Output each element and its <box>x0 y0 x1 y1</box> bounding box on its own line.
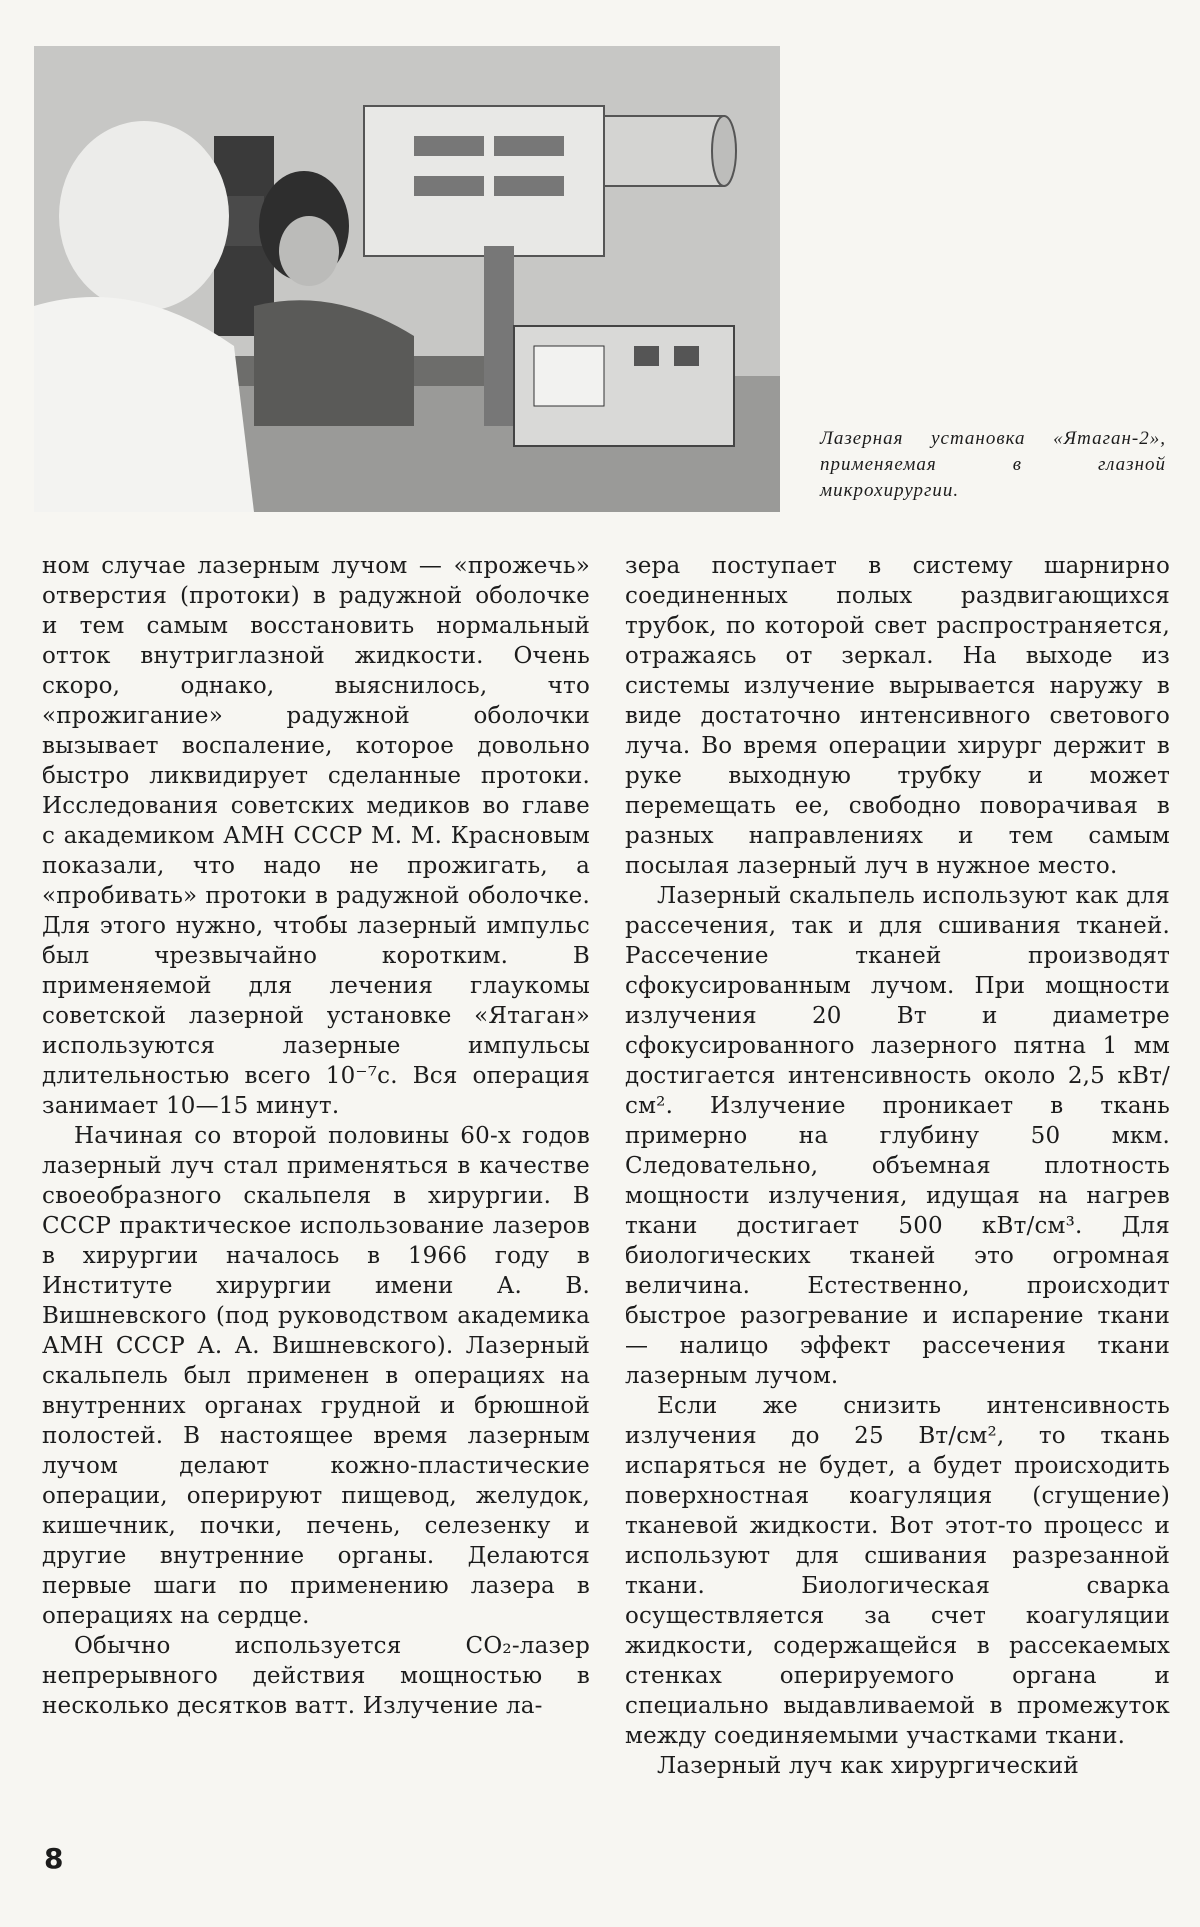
laser-setup-photo <box>34 46 780 512</box>
figure-caption: Лазерная установка «Ятаган-2», применяемая в глазной микрохирургии. <box>820 428 1166 501</box>
paragraph: ном случае лазерным лучом — «прожечь» отверстия (протоки) в радужной оболочке и тем самым восстановить нормальный отток внутриглазной жидкости. Очень скоро, однако, выяснилось, что «прожигание» радужной оболочки вызывает воспаление, которое довольно быстро ликвидирует сделанные протоки. Исследования советских медиков во главе с академиком АМН СССР М. М. Красновым показали, что надо не прожигать, а «пробивать» протоки в радужной оболочке. Для этого нужно, чтобы лазерный импульс был чрезвычайно коротким. В применяемой для лечения глаукомы советской лазерной установке «Ятаган» используются лазерные импульсы длительностью всего 10⁻⁷с. Вся операция занимает 10—15 минут. <box>42 553 590 1119</box>
paragraph: Лазерный скальпель используют как для рассечения, так и для сшивания тканей. Рассечение тканей производят сфокусированным лучом. При мощности излучения 20 Вт и диаметре сфокусированного лазерного пятна 1 мм достигается интенсивность около 2,5 кВт/см². Излучение проникает в ткань примерно на глубину 50 мкм. Следовательно, объемная плотность мощности излучения, идущая на нагрев ткани достигает 500 кВт/см³. Для биологических тканей это огромная величина. Естественно, происходит быстрое разогревание и испарение ткани — налицо эффект рассечения ткани лазерным лучом. <box>625 883 1170 1389</box>
paragraph: Лазерный луч как хирургический <box>657 1753 1079 1779</box>
paragraph: Начиная со второй половины 60-х годов лазерный луч стал применяться в качестве своеобразного скальпеля в хирургии. В СССР практическое использование лазеров в хирургии началось в 1966 году в Институте хирургии имени А. В. Вишневского (под руководством академика АМН СССР А. А. Вишневского). Лазерный скальпель был применен в операциях на внутренних органах грудной и брюшной полостей. В настоящее время лазерным лучом делают кожно-пластические операции, оперируют пищевод, желудок, кишечник, почки, печень, селезенку и другие внутренние органы. Делаются первые шаги по применению лазера в операциях на сердце. <box>42 1123 590 1629</box>
paragraph: зера поступает в систему шарнирно соединенных полых раздвигающихся трубок, по которой свет распространяется, отражаясь от зеркал. На выходе из системы излучение вырывается наружу в виде достаточно интенсивного светового луча. Во время операции хирург держит в руке выходную трубку и может перемещать ее, свободно поворачивая в разных направлениях и тем самым посылая лазерный луч в нужное место. <box>625 553 1170 879</box>
text-column-right <box>625 551 1170 1781</box>
paragraph: Обычно используется CO₂-лазер непрерывного действия мощностью в несколько десятков ватт. Излучение ла- <box>42 1633 590 1719</box>
page-number: 8 <box>44 1842 64 1875</box>
text-column-left <box>42 551 590 1721</box>
paragraph: Если же снизить интенсивность излучения до 25 Вт/см², то ткань испаряться не будет, а будет происходить поверхностная коагуляция (сгущение) тканевой жидкости. Вот этот-то процесс и используют для сшивания разрезанной ткани. Биологическая сварка осуществляется за счет коагуляции жидкости, содержащейся в рассекаемых стенках оперируемого органа и специально выдавливаемой в промежуток между соединяемыми участками ткани. <box>625 1393 1170 1749</box>
photo-illustration <box>34 46 780 512</box>
